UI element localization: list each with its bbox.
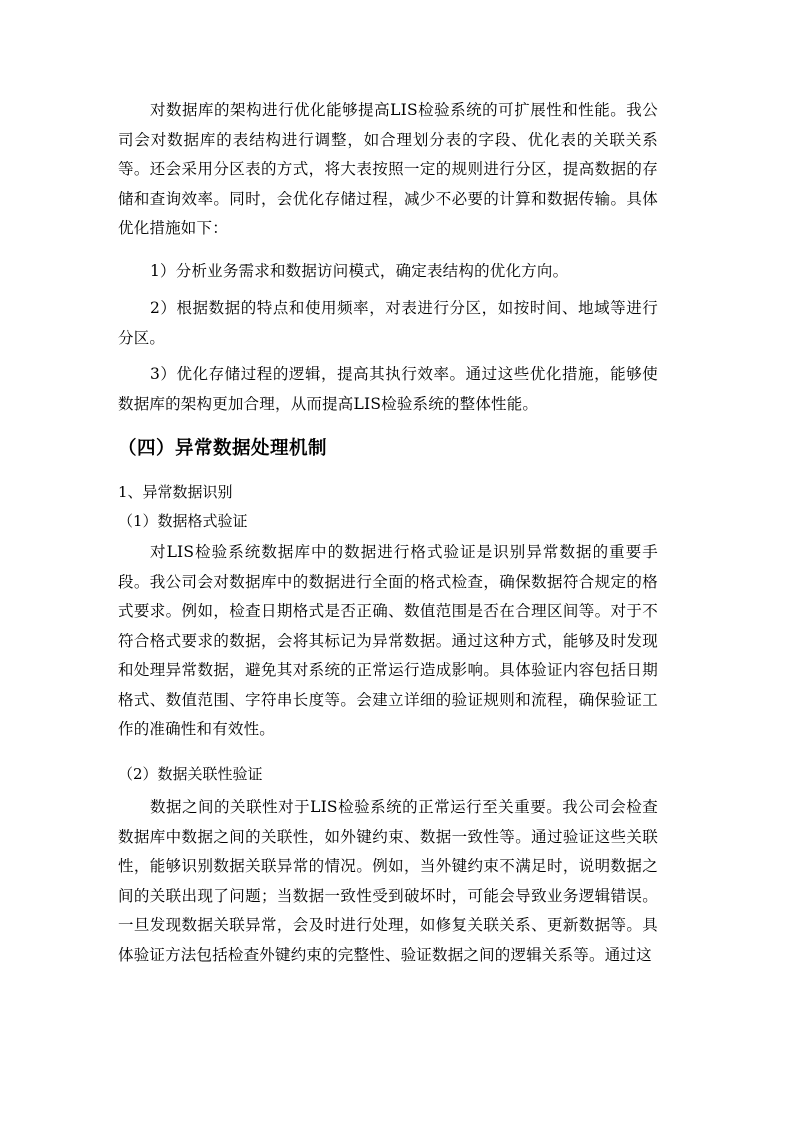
paragraph-format-validation: 对LIS检验系统数据库中的数据进行格式验证是识别异常数据的重要手段。我公司会对数据库中的数据进行全面的格式检查，确保数据符合规定的格式要求。例如，检查日期格式是否正确、数值范围是否在合理区间等。对于不符合格式要求的数据，会将其标记为异常数据。通过这种方式，能够及时发现和处理异常数据，避免其对系统的正常运行造成影响。具体验证内容包括日期格式、数值范围、字符串长度等。会建立详细的验证规则和流程，确保验证工作的准确性和有效性。 (118, 543, 658, 738)
list-item-3: 3）优化存储过程的逻辑，提高其执行效率。通过这些优化措施，能够使数据库的架构更加合理，从而提高LIS检验系统的整体性能。 (118, 365, 658, 413)
list-item-1: 1）分析业务需求和数据访问模式，确定表结构的优化方向。 (150, 262, 569, 280)
subsubsection-title-format: （1）数据格式验证 (118, 512, 248, 530)
list-item-2: 2）根据数据的特点和使用频率，对表进行分区，如按时间、地域等进行分区。 (118, 299, 658, 347)
subsubsection-title-relation: （2）数据关联性验证 (118, 765, 263, 783)
paragraph-architecture-optimization: 对数据库的架构进行优化能够提高LIS检验系统的可扩展性和性能。我公司会对数据库的表结构进行调整，如合理划分表的字段、优化表的关联关系等。还会采用分区表的方式，将大表按照一定的规则进行分区，提高数据的存储和查询效率。同时，会优化存储过程，减少不必要的计算和数据传输。具体优化措施如下： (118, 101, 658, 237)
paragraph-relation-validation: 数据之间的关联性对于LIS检验系统的正常运行至关重要。我公司会检查数据库中数据之间的关联性，如外键约束、数据一致性等。通过验证这些关联性，能够识别数据关联异常的情况。例如，当外键约束不满足时，说明数据之间的关联出现了问题；当数据一致性受到破坏时，可能会导致业务逻辑错误。一旦发现数据关联异常，会及时进行处理，如修复关联关系、更新数据等。具体验证方法包括检查外键约束的完整性、验证数据之间的逻辑关系等。通过这 (118, 798, 658, 964)
section-heading: （四）异常数据处理机制 (118, 438, 328, 459)
subsection-title: 1、异常数据识别 (118, 483, 233, 501)
